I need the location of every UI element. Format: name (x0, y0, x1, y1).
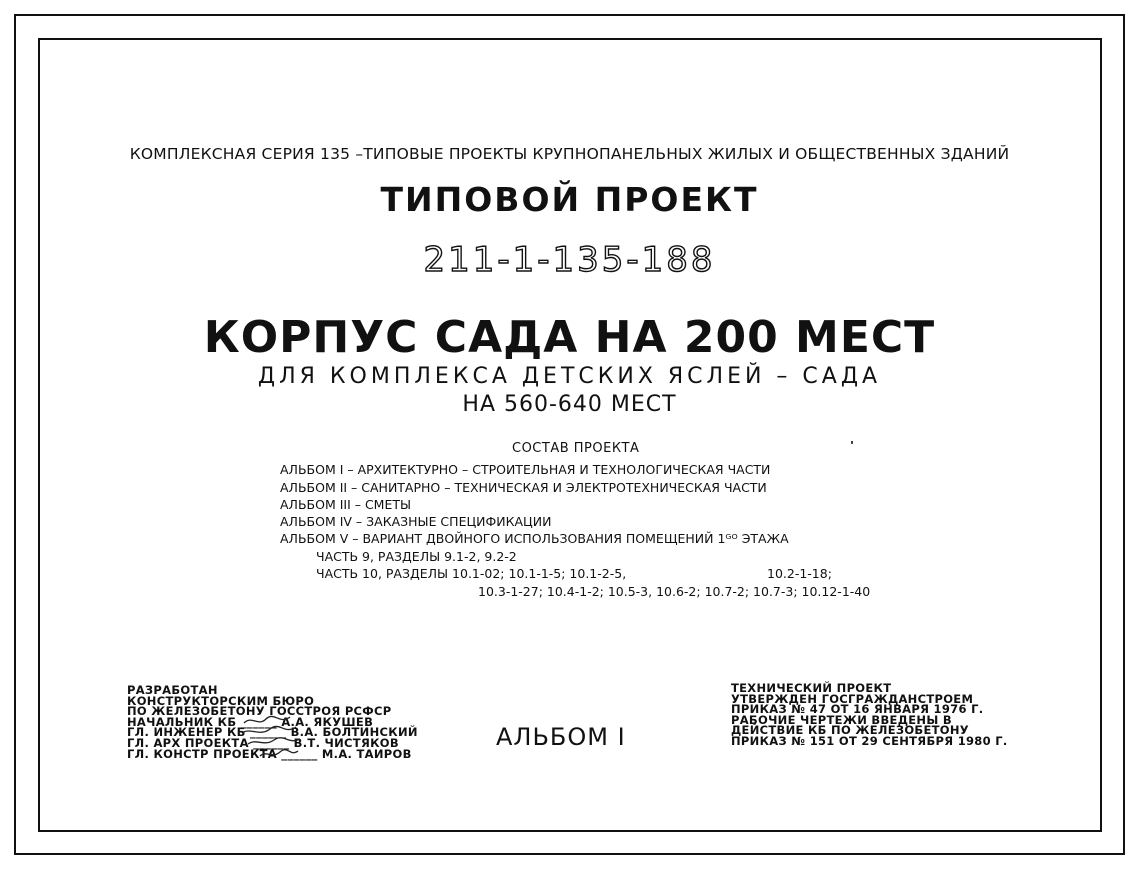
approval-line: ТЕХНИЧЕСКИЙ ПРОЕКТ (731, 681, 892, 695)
developer-line: ГЛ. ИНЖЕНЕР КБ ______ В.А. БОЛТИНСКИЙ (127, 725, 418, 740)
approval-line: РАБОЧИЕ ЧЕРТЕЖИ ВВЕДЕНЫ В (731, 712, 952, 727)
developer-line: ГЛ. АРХ ПРОЕКТА ______ В.Т. ЧИСТЯКОВ (127, 735, 399, 750)
main-title: КОРПУС САДА НА 200 МЕСТ (203, 312, 936, 363)
series-line: КОМПЛЕКСНАЯ СЕРИЯ 135 –ТИПОВЫЕ ПРОЕКТЫ КРУПНОПАНЕЛЬНЫХ ЖИЛЫХ И ОБЩЕСТВЕННЫХ ЗДАНИЙ (129, 145, 1010, 163)
developer-line: РАЗРАБОТАН (127, 683, 218, 697)
album-label: АЛЬБОМ I (496, 723, 626, 751)
developer-line: ПО ЖЕЛЕЗОБЕТОНУ ГОССТРОЯ РСФСР (127, 704, 392, 719)
developer-line: ГЛ. КОНСТР ПРОЕКТА ______ М.А. ТАИРОВ (127, 746, 412, 761)
subtitle-2: НА 560-640 МЕСТ (462, 392, 677, 417)
part-10-line-tail: 10.2-1-18; (767, 566, 832, 581)
approval-line: ПРИКАЗ № 151 ОТ 29 СЕНТЯБРЯ 1980 Г. (731, 733, 1008, 748)
stray-mark (851, 441, 853, 444)
album-1-line: АЛЬБОМ I – АРХИТЕКТУРНО – СТРОИТЕЛЬНАЯ И ТЕХНОЛОГИЧЕСКАЯ ЧАСТИ (280, 462, 771, 477)
album-2-line: АЛЬБОМ II – САНИТАРНО – ТЕХНИЧЕСКАЯ И ЭЛЕКТРОТЕХНИЧЕСКАЯ ЧАСТИ (280, 480, 767, 495)
album-5-line: АЛЬБОМ V – ВАРИАНТ ДВОЙНОГО ИСПОЛЬЗОВАНИЯ ПОМЕЩЕНИЙ 1ᴳᴼ ЭТАЖА (280, 531, 789, 546)
part-10-line: ЧАСТЬ 10, РАЗДЕЛЫ 10.1-02; 10.1-1-5; 10.1-2-5, (316, 566, 627, 581)
type-heading: ТИПОВОЙ ПРОЕКТ (380, 180, 759, 219)
subtitle-1: ДЛЯ КОМПЛЕКСА ДЕТСКИХ ЯСЛЕЙ – САДА (257, 364, 882, 389)
part-10-continuation: 10.3-1-27; 10.4-1-2; 10.5-3, 10.6-2; 10.7-2; 10.7-3; 10.12-1-40 (478, 584, 871, 599)
album-3-line: АЛЬБОМ III – СМЕТЫ (280, 497, 412, 512)
approval-line: ПРИКАЗ № 47 ОТ 16 ЯНВАРЯ 1976 Г. (731, 702, 984, 717)
approval-line: УТВЕРЖДЕН ГОСГРАЖДАНСТРОЕМ (731, 691, 974, 706)
signature-marks (240, 713, 310, 763)
developer-line: КОНСТРУКТОРСКИМ БЮРО (127, 693, 315, 708)
album-4-line: АЛЬБОМ IV – ЗАКАЗНЫЕ СПЕЦИФИКАЦИИ (280, 514, 552, 529)
developer-line: НАЧАЛЬНИК КБ ______ А.А. ЯКУШЕВ (127, 714, 374, 729)
project-number: 211-1-135-188 (423, 240, 716, 280)
part-9-line: ЧАСТЬ 9, РАЗДЕЛЫ 9.1-2, 9.2-2 (316, 549, 517, 564)
approval-line: ДЕЙСТВИЕ КБ ПО ЖЕЛЕЗОБЕТОНУ (731, 723, 969, 738)
approval-block (731, 683, 1008, 747)
composition-heading: СОСТАВ ПРОЕКТА (512, 441, 640, 456)
